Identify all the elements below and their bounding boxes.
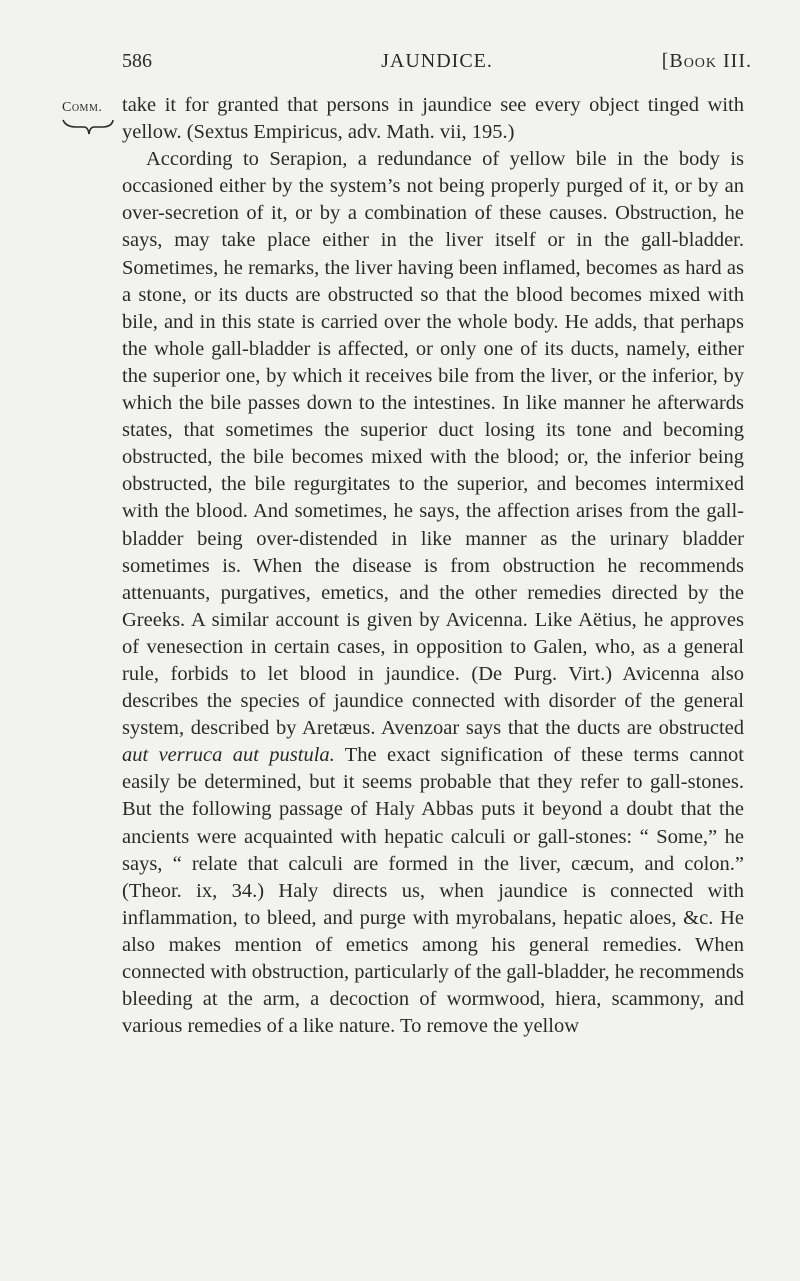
- body-text: [122, 92, 744, 1040]
- margin-brace-icon: [62, 118, 114, 136]
- page-header: [122, 50, 752, 80]
- page-number: 586: [122, 50, 152, 72]
- paragraph-serapion: [122, 146, 744, 1040]
- book-reference: [Book III.: [661, 50, 752, 72]
- paragraph-text-after-italic: The exact signification of these terms cannot easily be determined, but it seems probable that they refer to gall-stones. But the following passage of Haly Abbas puts it beyond a doubt that the ancients were acquainted with hepatic calculi or gall-stones: “ Some,” he says, “ relate that calculi are formed in the liver, cæcum, and colon.” (Theor. ix, 34.) Haly directs us, when jaundice is connected with inflammation, to bleed, and purge with myrobalans, hepatic aloes, &c. He also makes mention of emetics among his general remedies. When connected with obstruction, particularly of the gall-bladder, he recommends bleeding at the arm, a decoction of wormwood, hiera, scammony, and various remedies of a like nature. To remove the yellow: [122, 744, 744, 1038]
- paragraph-continuation: take it for granted that persons in jaundice see every object tinged with yellow. (Sextus Empiricus, adv. Math. vii, 195.): [122, 94, 744, 144]
- latin-phrase: aut verruca aut pustula.: [122, 744, 335, 767]
- paragraph-text-before-italic: According to Serapion, a redundance of yellow bile in the body is occasioned either by the system’s not being properly purged of it, or by an over-secretion of it, or by a combination of these causes. Obstruction, he says, may take place either in the liver itself or in the gall-bladder. Sometimes, he remarks, the liver having been inflamed, becomes as hard as a stone, or its ducts are obstructed so that the blood becomes mixed with bile, and in this state is carried over the whole body. He adds, that perhaps the whole gall-bladder is affected, or only one of its ducts, namely, either the superior one, by which it receives bile from the liver, or the inferior, by which the bile passes down to the intestines. In like manner he afterwards states, that sometimes the superior duct losing its tone and becoming obstructed, the bile becomes mixed with the blood; or, the inferior being obstructed, the bile regurgitates to the superior, and becomes intermixed with the blood. And sometimes, he says, the affection arises from the gall-bladder being over-distended in like manner as the urinary bladder sometimes is. When the disease is from obstruction he recommends attenuants, purgatives, emetics, and the other remedies directed by the Greeks. A similar account is given by Avicenna. Like Aëtius, he approves of venesection in certain cases, in opposition to Galen, who, as a general rule, forbids to let blood in jaundice. (De Purg. Virt.) Avicenna also describes the species of jaundice connected with disorder of the general system, described by Aretæus. Avenzoar says that the ducts are obstructed: [122, 148, 744, 740]
- running-title: JAUNDICE.: [381, 50, 493, 72]
- margin-note: Comm.: [62, 100, 103, 115]
